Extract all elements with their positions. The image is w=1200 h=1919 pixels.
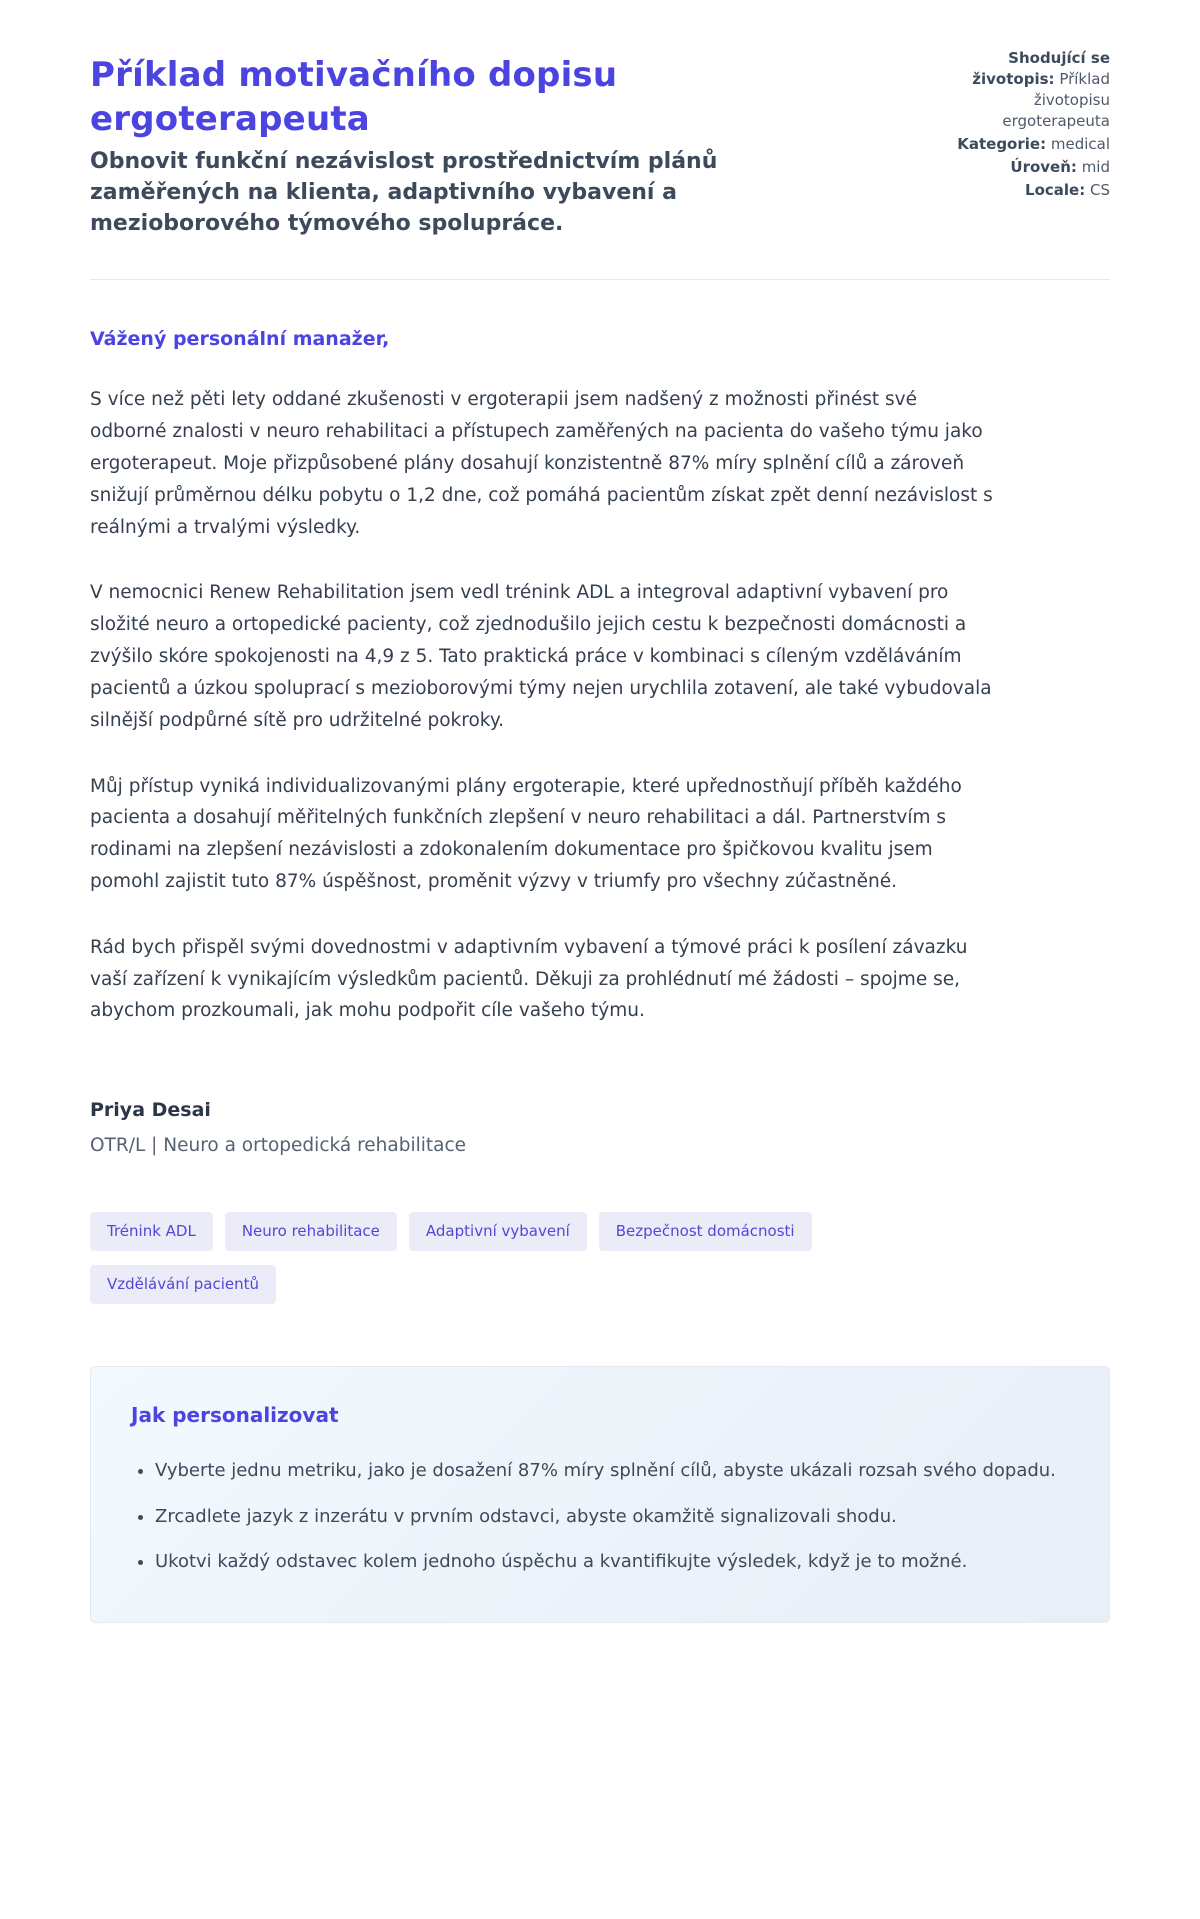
tips-item: • Ukotvi každý odstavec kolem jednoho úspěchu a kvantifikujte výsledek, když je to možné. <box>155 1546 1069 1578</box>
tag-chip: Adaptivní vybavení <box>409 1212 587 1251</box>
tag-chip: Trénink ADL <box>90 1212 213 1251</box>
header-title-block <box>90 46 892 239</box>
header-divider <box>90 279 1110 280</box>
meta-item <box>932 157 1110 178</box>
letter-paragraph: Můj přístup vyniká individualizovanými plány ergoterapie, které upřednostňují příběh každého pacienta a dosahují měřitelných funkčních zlepšení v neuro rehabilitaci a dál. Partnerstvím s rodinami na zlepšení nezávislosti a zdokonalením dokumentace pro špičkovou kvalitu jsem pomohl zajistit tuto 87% úspěšnost, proměnit výzvy v triumfy pro všechny zúčastněné. <box>90 775 962 892</box>
meta-label: Úroveň: <box>1010 158 1077 176</box>
tips-item: • Vyberte jednu metriku, jako je dosažení 87% míry splnění cílů, abyste ukázali rozsah svého dopadu. <box>155 1455 1069 1487</box>
meta-value: mid <box>1081 158 1110 176</box>
tag-chip: Neuro rehabilitace <box>225 1212 397 1251</box>
meta-value: CS <box>1090 181 1110 199</box>
tag-chip: Vzdělávání pacientů <box>90 1265 276 1304</box>
signature-block <box>90 1099 1110 1156</box>
signature-name: Priya Desai <box>90 1099 211 1122</box>
letter-body <box>90 384 995 1027</box>
letter-paragraph: S více než pěti lety oddané zkušenosti v ergoterapii jsem nadšený z možnosti přinést své odborné znalosti v neuro rehabilitaci a přístupech zaměřených na pacienta do vašeho týmu jako ergoterapeut. Moje přizpůsobené plány dosahují konzistentně 87% míry splnění cílů a zároveň snižují průměrnou délku pobytu o 1,2 dne, což pomáhá pacientům získat zpět denní nezávislost s reálnými a trvalými výsledky. <box>90 389 993 538</box>
signature-title: OTR/L | Neuro a ortopedická rehabilitace <box>90 1135 467 1157</box>
meta-item <box>932 180 1110 201</box>
personalization-tips-box <box>90 1366 1110 1623</box>
letter-paragraph: Rád bych přispěl svými dovednostmi v adaptivním vybavení a týmové práci k posílení závazku vaší zařízení k vynikajícím výsledkům pacientů. Děkuji za prohlédnutí mé žádosti – spojme se, abychom prozkoumali, jak mohu podpořit cíle vašeho týmu. <box>90 936 968 1022</box>
tips-list <box>131 1455 1069 1578</box>
meta-label: Shodující se životopis: <box>972 49 1110 88</box>
tips-item: • Zrcadlete jazyk z inzerátu v prvním odstavci, abyste okamžitě signalizovali shodu. <box>155 1501 1069 1533</box>
page-subtitle: Obnovit funkční nezávislost prostřednictvím plánů zaměřených na klienta, adaptivního vybavení a mezioborového týmového spolupráce. <box>90 149 718 236</box>
tag-list <box>90 1212 858 1304</box>
page-header <box>90 46 1110 239</box>
meta-item <box>932 48 1110 132</box>
tips-heading: Jak personalizovat <box>131 1403 339 1428</box>
tag-chip: Bezpečnost domácnosti <box>599 1212 812 1251</box>
meta-label: Kategorie: <box>957 135 1047 153</box>
meta-value: Příklad životopisu ergoterapeuta <box>1002 70 1110 130</box>
letter-greeting: Vážený personální manažer, <box>90 328 390 351</box>
meta-value: medical <box>1050 135 1110 153</box>
meta-item <box>932 134 1110 155</box>
page-title: Příklad motivačního dopisu ergoterapeuta <box>90 55 618 139</box>
meta-panel <box>932 48 1110 203</box>
meta-label: Locale: <box>1025 181 1086 199</box>
letter-paragraph: V nemocnici Renew Rehabilitation jsem vedl trénink ADL a integroval adaptivní vybavení pro složité neuro a ortopedické pacienty, což zjednodušilo jejich cestu k bezpečnosti domácnosti a zvýšilo skóre spokojenosti na 4,9 z 5. Tato praktická práce v kombinaci s cíleným vzděláváním pacientů a úzkou spoluprací s mezioborovými týmy nejen urychlila zotavení, ale také vybudovala silnější podpůrné sítě pro udržitelné pokroky. <box>90 582 992 731</box>
